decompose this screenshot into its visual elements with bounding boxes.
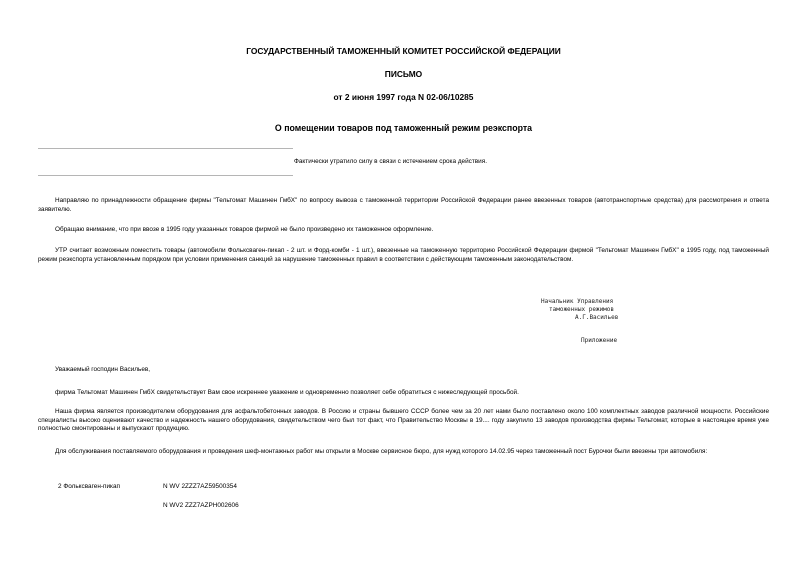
letter-paragraph-3: УТР считает возможным поместить товары (автомобили Фольксваген-пикап - 2 шт. и Форд-комби - 1 шт.), ввезенные на таможенную территорию Российской Федерации фирмой "Тельтомат Машинен ГмбХ" в 1995 году, под таможенный режим реэкспорта установленным порядком при условии применения санкций за нарушение таможенных правил в соответствии с действующим таможенным законодательством. bbox=[38, 247, 769, 263]
divider-top bbox=[38, 148, 293, 149]
issuing-organization: ГОСУДАРСТВЕННЫЙ ТАМОЖЕННЫЙ КОМИТЕТ РОССИЙСКОЙ ФЕДЕРАЦИИ bbox=[246, 46, 561, 56]
document-subject: О помещении товаров под таможенный режим реэкспорта bbox=[274, 123, 533, 133]
appendix-paragraph-2: Наша фирма является производителем оборудования для асфальтобетонных заводов. В Россию и страны бывшего СССР более чем за 20 лет нами было поставлено около 100 комплектных заводов различной мощности. Российские специалисты высоко оценивают качество и надежность нашего оборудования, свидетельством чего был тот факт, что Правительство Москвы в 19.... году закупило 13 заводов производства фирмы Тельтомат, которые в настоящее время уже полностью смонтированы и выпускают продукцию. bbox=[38, 408, 769, 433]
appendix-label: Приложение bbox=[581, 337, 618, 344]
signature-title-line-1: Начальник Управления bbox=[541, 298, 614, 305]
status-note: Фактически утратило силу в связи с истечением срока действия. bbox=[294, 158, 487, 165]
signature-name: А.Г.Васильев bbox=[575, 314, 619, 321]
document-date-number: от 2 июня 1997 года N 02-06/10285 bbox=[333, 92, 474, 102]
appendix-paragraph-3: Для обслуживания поставляемого оборудования и проведения шеф-монтажных работ мы открыли в Москве сервисное бюро, для нужд которого 14.02.95 через таможенный пост Бурочки были ввезены три автомобиля: bbox=[55, 448, 708, 455]
vehicle-vin: N WV 2ZZZ7AZ59500354 bbox=[163, 483, 237, 490]
letter-paragraph-1: Направляю по принадлежности обращение фирмы "Тельтомат Машинен ГмбХ" по вопросу вывоза с таможенной территории Российской Федерации ранее ввезенных товаров (автотранспортные средства) для рассмотрения и ответа заявителю. bbox=[38, 197, 769, 213]
vehicle-label: 2 Фольксваген-пикап bbox=[58, 483, 120, 490]
divider-bottom bbox=[38, 175, 293, 176]
letter-paragraph-2: Обращаю внимание, что при ввозе в 1995 году указанных товаров фирмой не было произведено их таможенное оформление. bbox=[55, 226, 434, 233]
signature-title-line-2: таможенных режимов bbox=[549, 306, 615, 313]
document-type: ПИСЬМО bbox=[384, 69, 423, 79]
appendix-paragraph-1: фирма Тельтомат Машинен ГмбХ свидетельствует Вам свое искреннее уважение и одновременно позволяет себе обратиться с нижеследующей просьбой. bbox=[55, 389, 519, 396]
vehicle-vin: N WV2 ZZZ7AZPH002606 bbox=[163, 502, 239, 509]
letter-salutation: Уважаемый господин Васильев, bbox=[55, 366, 151, 373]
